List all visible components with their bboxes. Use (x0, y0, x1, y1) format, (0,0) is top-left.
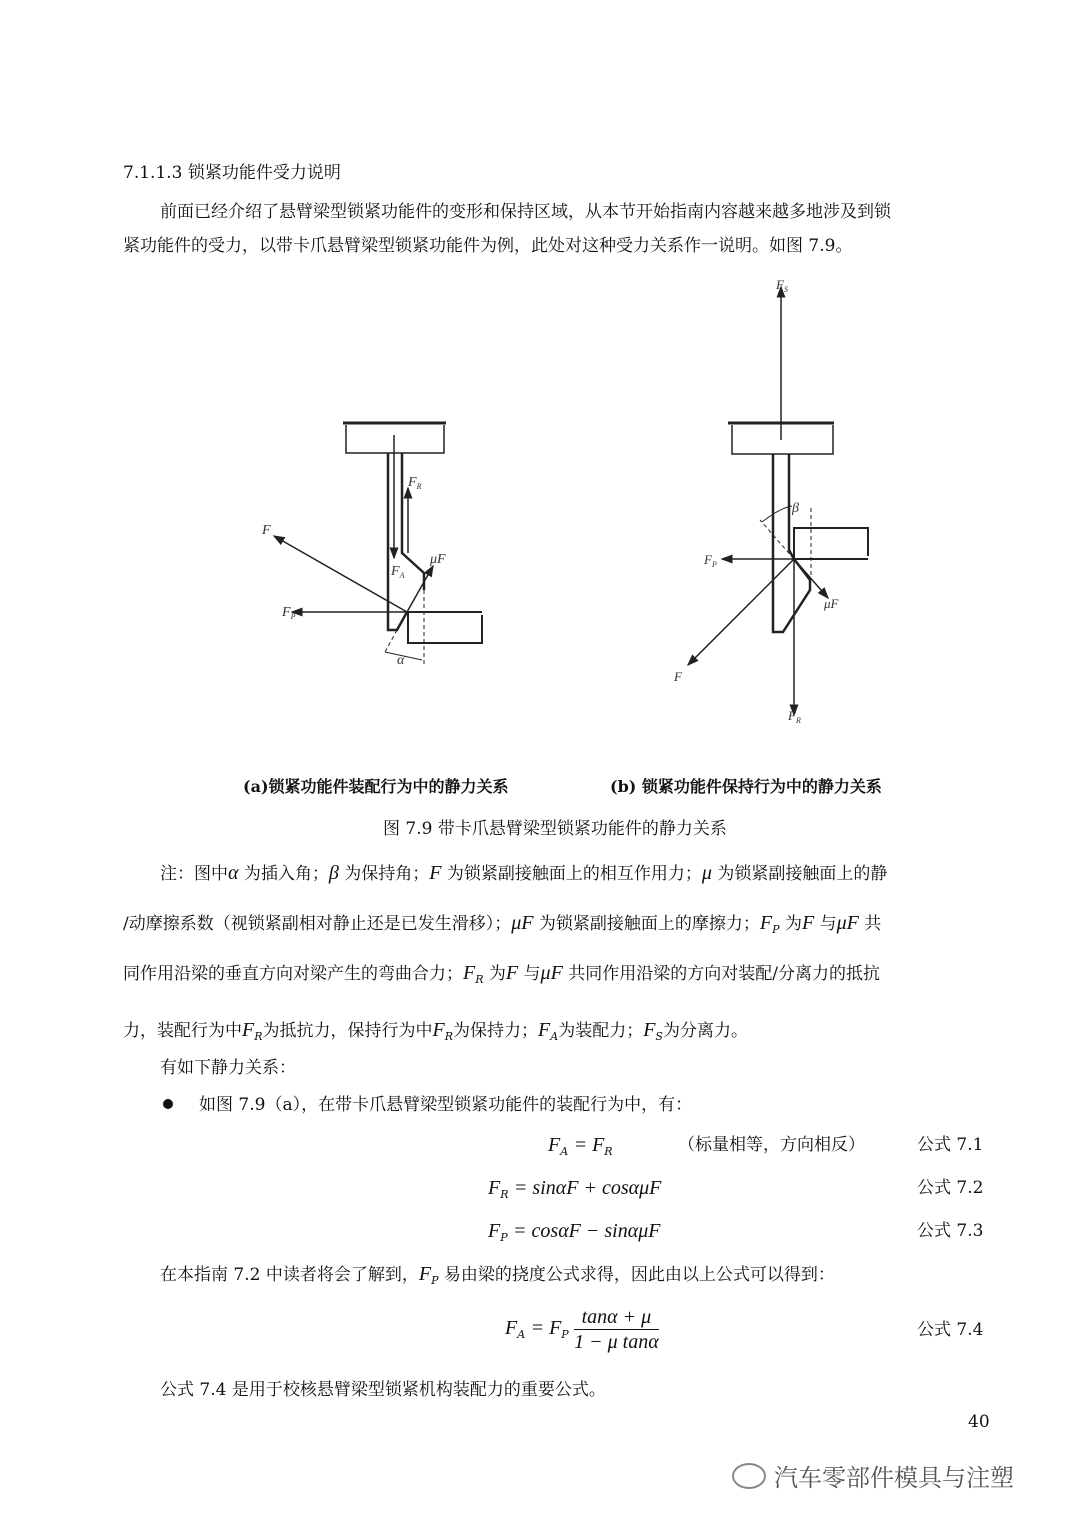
paragraph-line: 在本指南 7.2 中读者将会了解到，$F_P$ 易由梁的挠度公式求得，因此由以上公式可以得到： (160, 1263, 835, 1287)
note-line-2: /动摩擦系数（视锁紧副相对静止还是已发生滑移）；μF 为锁紧副接触面上的摩擦力；$F_P$ 为F 与μF 共 (123, 912, 882, 936)
equation-7-1-note: （标量相等，方向相反） (678, 1135, 865, 1155)
label-FP: $F_P$ (282, 605, 296, 621)
bullet-icon (163, 1099, 173, 1109)
equation-label: 公式 7.1 (917, 1135, 984, 1155)
equation-7-1: $F_A = F_R$ (548, 1134, 613, 1158)
note-line-4: 力，装配行为中$F_R$为抵抗力，保持行为中$F_R$为保持力；$F_A$为装配力；$F_S$为分离力。 (123, 1019, 748, 1043)
paragraph-line: 前面已经介绍了悬臂梁型锁紧功能件的变形和保持区域，从本节开始指南内容越来越多地涉及到锁 (160, 202, 891, 222)
bullet-item: 如图 7.9（a），在带卡爪悬臂梁型锁紧功能件的装配行为中，有： (163, 1094, 692, 1116)
relations-text: 有如下静力关系： (160, 1058, 296, 1078)
equation-7-4: $F_A = F_P$ $\frac{\tan\alpha + \mu}{\text{1 − μ tanα}}$ (505, 1306, 659, 1353)
equation-7-3: $F_P = \cos\alpha F - \sin\alpha\mu F$ (488, 1220, 661, 1244)
caption-a: (a)锁紧功能件装配行为中的静力关系 (243, 777, 509, 796)
figure-diagrams (0, 0, 1080, 760)
label-muF: μF (824, 596, 839, 611)
label-FR: $F_R$ (408, 475, 422, 491)
diagram-retention (688, 287, 868, 715)
figure-caption: 图 7.9 带卡爪悬臂梁型锁紧功能件的静力关系 (383, 819, 727, 839)
label-muF: μF (430, 552, 446, 567)
closing-text: 公式 7.4 是用于校核悬臂梁型锁紧机构装配力的重要公式。 (160, 1380, 606, 1400)
caption-b: (b) 锁紧功能件保持行为中的静力关系 (610, 777, 882, 796)
wechat-icon (732, 1463, 766, 1489)
note-line-3: 同作用沿梁的垂直方向对梁产生的弯曲合力；$F_R$ 为F 与μF 共同作用沿梁的方向对装配/分离力的抵抗 (123, 962, 880, 986)
page-number: 40 (968, 1412, 990, 1432)
paragraph-line: 紧功能件的受力，以带卡爪悬臂梁型锁紧功能件为例，此处对这种受力关系作一说明。如图 7.9。 (123, 236, 853, 256)
label-FS: $F_S$ (776, 277, 788, 294)
equation-7-2: $F_R = \sin\alpha F + \cos\alpha\mu F$ (488, 1177, 662, 1201)
label-FA: $F_A$ (391, 564, 405, 580)
equation-label: 公式 7.3 (917, 1221, 984, 1241)
label-FP: $F_P$ (704, 552, 717, 569)
watermark: 汽车零部件模具与注塑 (732, 1462, 1014, 1494)
section-heading: 7.1.1.3 锁紧功能件受力说明 (123, 163, 341, 183)
diagram-assembly (274, 423, 482, 665)
note-line-1: 注：图中α 为插入角；β 为保持角；F 为锁紧副接触面上的相互作用力；μ 为锁紧副接触面上的静 (160, 862, 888, 884)
equation-label: 公式 7.4 (917, 1320, 984, 1340)
label-alpha: α (397, 653, 405, 668)
equation-label: 公式 7.2 (917, 1178, 984, 1198)
label-beta: β (792, 501, 799, 516)
label-F: F (262, 523, 271, 538)
label-FR: $F_R$ (788, 708, 801, 725)
label-F: F (674, 669, 682, 684)
